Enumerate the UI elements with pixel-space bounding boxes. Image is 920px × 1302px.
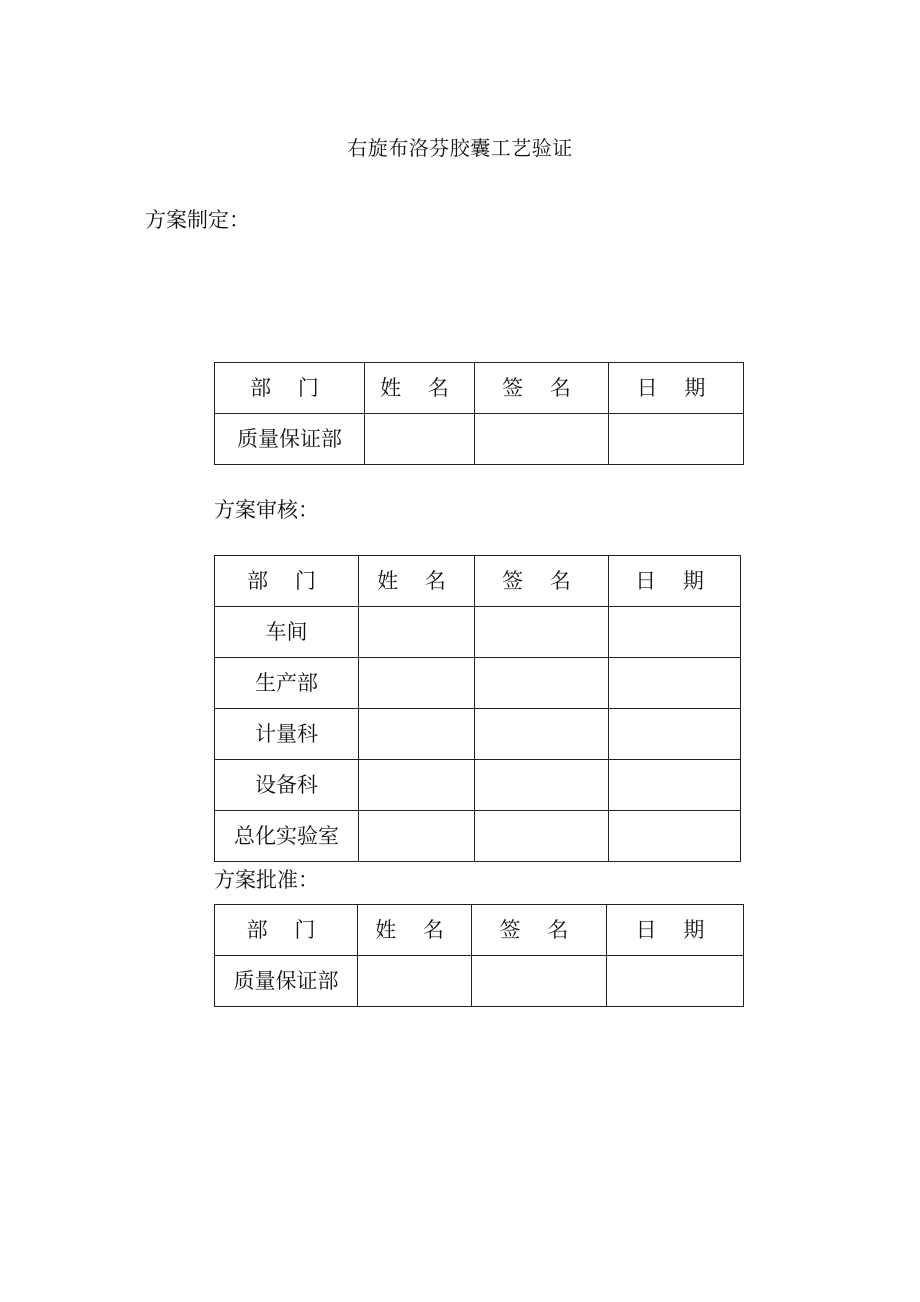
review-signature-table [214,555,741,862]
signature-cell[interactable] [472,956,607,1007]
header-date: 日 期 [609,363,744,414]
table-row [215,658,741,709]
header-date: 日 期 [609,556,741,607]
name-cell[interactable] [359,760,475,811]
signature-cell[interactable] [475,414,609,465]
department-cell: 质量保证部 [215,414,365,465]
formulation-signature-table [214,362,744,465]
department-cell: 总化实验室 [215,811,359,862]
table-row [215,607,741,658]
date-cell[interactable] [609,760,741,811]
department-cell: 设备科 [215,760,359,811]
header-signature: 签 名 [472,905,607,956]
date-cell[interactable] [609,414,744,465]
name-cell[interactable] [359,709,475,760]
table-row [215,414,744,465]
department-cell: 计量科 [215,709,359,760]
name-cell[interactable] [359,811,475,862]
signature-cell[interactable] [475,760,609,811]
section-label-review: 方案审核： [214,498,319,522]
document-title: 右旋布洛芬胶囊工艺验证 [347,136,573,160]
date-cell[interactable] [609,658,741,709]
header-date: 日 期 [607,905,744,956]
name-cell[interactable] [365,414,475,465]
department-cell: 生产部 [215,658,359,709]
signature-cell[interactable] [475,811,609,862]
name-cell[interactable] [358,956,472,1007]
section-label-formulation: 方案制定： [145,208,250,232]
section-label-approval: 方案批准： [214,868,319,892]
table-header-row [215,905,744,956]
table-header-row [215,556,741,607]
header-name: 姓 名 [359,556,475,607]
date-cell[interactable] [609,709,741,760]
date-cell[interactable] [609,607,741,658]
header-department: 部 门 [215,363,365,414]
name-cell[interactable] [359,607,475,658]
header-department: 部 门 [215,556,359,607]
header-department: 部 门 [215,905,358,956]
header-name: 姓 名 [365,363,475,414]
table-row [215,811,741,862]
date-cell[interactable] [609,811,741,862]
table-row [215,709,741,760]
approval-signature-table [214,904,744,1007]
date-cell[interactable] [607,956,744,1007]
signature-cell[interactable] [475,658,609,709]
header-name: 姓 名 [358,905,472,956]
signature-cell[interactable] [475,607,609,658]
header-signature: 签 名 [475,363,609,414]
department-cell: 质量保证部 [215,956,358,1007]
name-cell[interactable] [359,658,475,709]
header-signature: 签 名 [475,556,609,607]
signature-cell[interactable] [475,709,609,760]
table-header-row [215,363,744,414]
table-row [215,956,744,1007]
department-cell: 车间 [215,607,359,658]
table-row [215,760,741,811]
